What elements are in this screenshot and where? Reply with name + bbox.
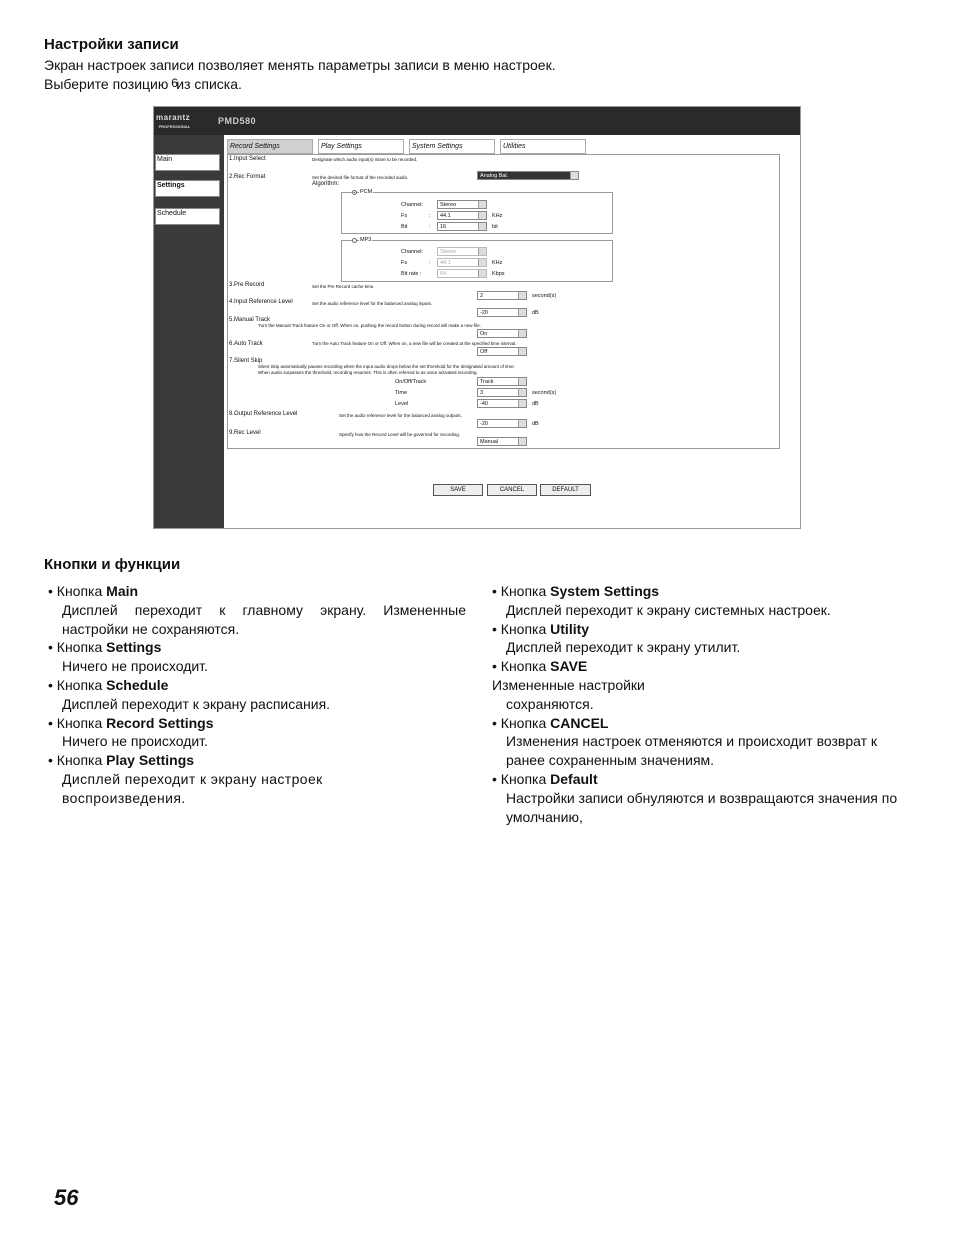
input-ref-desc: Set the audio reference level for the balanced analog inputs. (312, 301, 433, 306)
bullet-utility: • Кнопка Utility (492, 620, 590, 637)
item-number-text: 6 (171, 76, 178, 90)
bullet-record-settings-text: Ничего не происходит. (62, 733, 208, 750)
bullet-settings-text: Ничего не происходит. (62, 658, 208, 675)
bullet-cancel-text: Изменения настроек отменяются и происходит возврат к ранее сохраненным значениям. (506, 733, 878, 769)
pcm-fs-colon: : (429, 213, 431, 219)
manual-track-select[interactable]: On (477, 329, 527, 338)
pcm-fs-unit: KHz (492, 213, 503, 219)
output-ref-desc: Set the audio reference level for the balanced analog outputs. (339, 413, 462, 418)
auto-track-desc: Turn the Auto Track feature On or Off. When on, a new file will be created at the specified time interval. (312, 341, 517, 346)
pcm-fs-select[interactable]: 44.1 (437, 211, 487, 220)
silent-skip-level-label: Level (395, 401, 409, 407)
output-ref-unit: dB (532, 421, 539, 427)
bullet-schedule: • Кнопка Schedule (48, 676, 169, 693)
silent-skip-time-label: Time (395, 390, 408, 396)
rec-format-label: 2.Rec Format (229, 174, 266, 180)
input-ref-unit: dB (532, 310, 539, 316)
sidebar (154, 135, 224, 529)
pcm-label: PCM (360, 189, 373, 195)
pre-record-unit: second(s) (532, 293, 557, 299)
pcm-bit-label: Bit (401, 224, 408, 230)
pcm-radio[interactable] (352, 190, 357, 195)
silent-skip-level-unit: dB (532, 401, 539, 407)
mp3-fs-colon: : (429, 260, 431, 266)
section-title-record-settings: Настройки записи (44, 36, 179, 53)
mp3-bitrate-label: Bit rate : (401, 271, 422, 277)
input-ref-label: 4.Input Reference Level (229, 299, 293, 305)
pcm-fs-label: Fs (401, 213, 408, 219)
silent-skip-desc-1: Silent Skip automatically pauses recording when the input audio drops below the set threshold for the designated amount of time. (258, 364, 515, 369)
bullet-default: • Кнопка Default (492, 770, 598, 787)
bullet-cancel: • Кнопка CANCEL (492, 714, 609, 731)
bullet-schedule-text: Дисплей переходит к экрану расписания. (62, 695, 331, 712)
input-select-dropdown[interactable]: Analog Bal. (477, 171, 579, 180)
algorithm-label: Algorithm: (312, 181, 340, 187)
mp3-bitrate-unit: Kbps (492, 271, 505, 277)
section-title-buttons: Кнопки и функции (44, 556, 181, 573)
mp3-label: MP3 (360, 237, 372, 243)
default-button[interactable]: DEFAULT (540, 484, 591, 496)
auto-track-select[interactable]: Off (477, 347, 527, 356)
tab-record-settings[interactable]: Record Settings (227, 139, 313, 154)
bullet-save: • Кнопка SAVE (492, 658, 588, 675)
mp3-channel-select[interactable]: Stereo (437, 247, 487, 256)
bullet-system-settings-text: Дисплей переходит к экрану системных настроек. (506, 601, 831, 618)
bullet-main-text: Дисплей переходит к главному экрану. Измененные настройки не сохраняются. (62, 601, 466, 637)
nav-main-button[interactable]: Main (155, 154, 220, 171)
auto-track-label: 6.Auto Track (229, 341, 263, 347)
brand-logo: marantz PROFESSIONAL (156, 113, 191, 129)
mp3-fs-select[interactable]: 44.1 (437, 258, 487, 267)
rec-format-desc: Set the desired file format of the recorded audio. (312, 175, 409, 180)
rec-level-select[interactable]: Manual (477, 437, 527, 446)
pcm-bit-unit: bit (492, 224, 498, 230)
intro-line-1: Экран настроек записи позволяет менять параметры записи в меню настроек. (44, 57, 556, 73)
intro-line-2 (44, 75, 242, 94)
mp3-channel-label: Channel: (401, 249, 424, 255)
cancel-button[interactable]: CANCEL (487, 484, 537, 496)
pre-record-select[interactable]: 2 (477, 291, 527, 300)
output-ref-select[interactable]: -20 (477, 419, 527, 428)
buttons-right-column (492, 582, 912, 826)
pre-record-label: 3.Pre Record (229, 282, 265, 288)
bullet-play-settings-text: Дисплей переходит к экрану настроек воспроизведения. (62, 770, 323, 806)
intro-line-2-end: из списка. (176, 76, 242, 92)
bullet-save-text-1: Измененные настройки (492, 676, 645, 693)
bullet-save-text-2: сохраняются. (506, 695, 594, 712)
bullet-play-settings: • Кнопка Play Settings (48, 752, 195, 769)
mp3-fs-label: Fs (401, 260, 408, 266)
bullet-system-settings: • Кнопка System Settings (492, 583, 660, 599)
silent-skip-level-select[interactable]: -40 (477, 399, 527, 408)
nav-schedule-button[interactable]: Schedule (155, 208, 220, 225)
input-ref-select[interactable]: -20 (477, 308, 527, 317)
bullet-utility-text: Дисплей переходит к экрану утилит. (506, 639, 741, 656)
mp3-radio[interactable] (352, 238, 357, 243)
bullet-settings: • Кнопка Settings (48, 639, 162, 656)
bullet-record-settings: • Кнопка Record Settings (48, 714, 214, 731)
silent-skip-time-unit: second(s) (532, 390, 557, 396)
mp3-bitrate-select[interactable]: 64 (437, 269, 487, 278)
silent-skip-onoff-label: On/Off/Track (395, 379, 427, 385)
pcm-channel-label: Channel: (401, 202, 424, 208)
input-select-label: 1.Input Select (229, 156, 266, 162)
input-select-desc: Designate which audio input(s) is/are to be recorded. (312, 157, 418, 162)
bullet-main: • Кнопка Main (48, 583, 139, 599)
manual-track-label: 5.Manual Track (229, 317, 271, 323)
silent-skip-time-select[interactable]: 3 (477, 388, 527, 397)
buttons-left-column (48, 582, 466, 808)
model-name: PMD580 (218, 116, 257, 126)
silent-skip-onoff-select[interactable]: Track (477, 377, 527, 386)
rec-level-label: 9.Rec Level (229, 430, 261, 436)
save-button[interactable]: SAVE (433, 484, 483, 496)
rec-level-desc: Specify how the Record Level will be governed for recording. (339, 432, 461, 437)
tab-system-settings[interactable]: System Settings (409, 139, 495, 154)
settings-screenshot (153, 106, 801, 529)
intro-line-2-start: Выберите позицию (44, 76, 169, 92)
header-bar (154, 107, 801, 135)
manual-track-desc: Turn the Manual Track feature On or Off. When on, pushing the record button during record will make a new file. (258, 323, 481, 328)
content-area (224, 135, 801, 529)
mp3-fs-unit: KHz (492, 260, 503, 266)
pre-record-desc: Set the Pre Record cache time. (312, 284, 375, 289)
pcm-bit-select[interactable]: 16 (437, 222, 487, 231)
nav-settings-button[interactable]: Settings (155, 180, 220, 197)
silent-skip-label: 7.Silent Skip (229, 358, 263, 364)
tab-play-settings[interactable]: Play Settings (318, 139, 404, 154)
pcm-bit-colon: : (429, 224, 431, 230)
silent-skip-desc-2: When audio surpasses the threshold, recording resumes. This is often referred to as voice activated recording. (258, 370, 478, 375)
page-number: 56 (54, 1185, 79, 1210)
record-settings-panel (227, 154, 780, 449)
tab-utilities[interactable]: Utilities (500, 139, 586, 154)
bullet-default-text: Настройки записи обнуляются и возвращаются значения по умолчанию, (506, 789, 898, 825)
output-ref-label: 8.Output Reference Level (229, 411, 298, 417)
pcm-channel-select[interactable]: Stereo (437, 200, 487, 209)
